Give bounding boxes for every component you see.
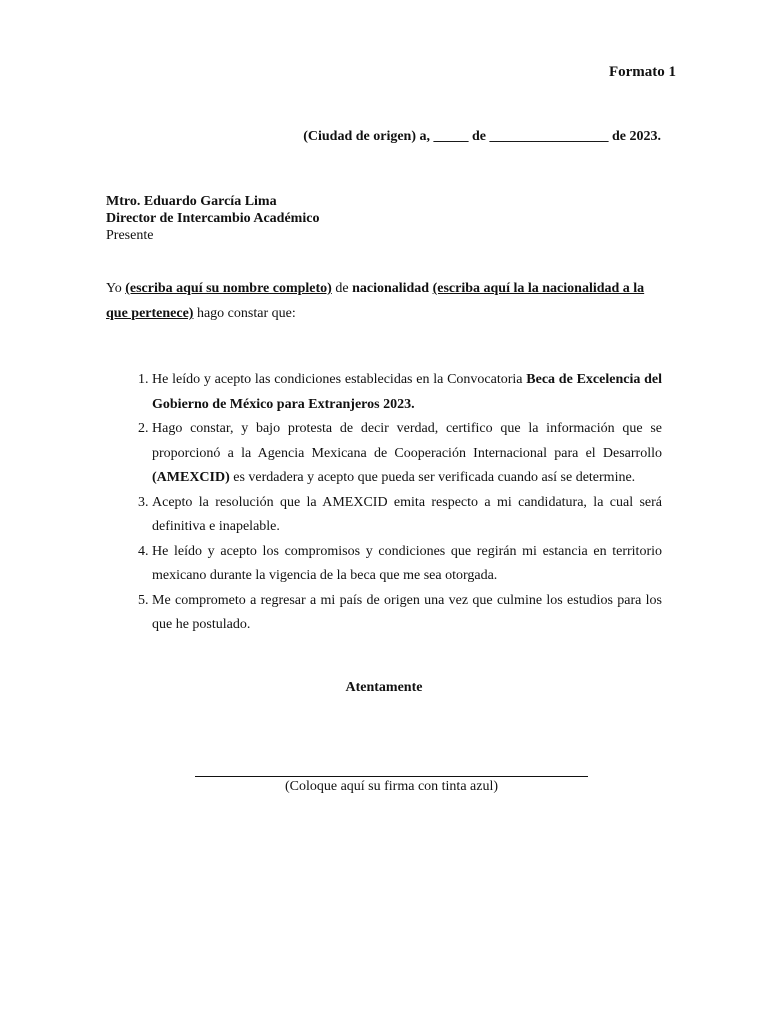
date-city: (Ciudad de origen) a, [303,129,430,144]
name-placeholder: (escriba aquí su nombre completo) [125,281,332,296]
declarations-list [106,368,662,638]
recipient-title: Director de Intercambio Académico [106,211,320,226]
date-day-blank: _____ [433,129,469,144]
declaration-item [152,368,662,417]
nationality-placeholder-2: que pertenece) [106,306,194,321]
date-month-blank: _________________ [489,129,609,144]
date-year: de 2023. [612,129,661,144]
recipient-name: Mtro. Eduardo García Lima [106,194,277,209]
signature-note: (Coloque aquí su firma con tinta azul) [284,779,499,794]
intro-tail: hago constar que: [196,306,296,321]
declaration-text: He leído y acepto los compromisos y condiciones que regirán mi estancia en territorio mexicano durante la vigencia de la beca que me sea otorgada. [152,543,662,583]
declaration-text: He leído y acepto las condiciones establecidas en la Convocatoria [152,372,527,387]
declaration-text: Me comprometo a regresar a mi país de origen una vez que culmine los estudios para los que he postulado. [152,592,662,632]
declaration-item [152,417,662,491]
declaration-item [152,589,662,638]
amexcid-acronym: (AMEXCID) [152,470,230,485]
scholarship-name: Beca de Excelencia del Gobierno de México para Extranjeros 2023. [152,372,662,412]
signature-line [195,776,588,777]
format-label: Formato 1 [608,64,676,80]
intro-yo: Yo [106,281,122,296]
declaration-text: Acepto la resolución que la AMEXCID emita respecto a mi candidatura, la cual será definitiva e inapelable. [152,494,662,534]
declaration-item [152,540,662,589]
declaration-text-tail: es verdadera y acepto que pueda ser verificada cuando así se determine. [229,470,636,485]
date-line [303,129,661,145]
date-de: de [472,129,486,144]
recipient-greeting: Presente [106,228,154,243]
recipient-block [106,193,319,244]
nationality-label: nacionalidad [352,281,430,296]
declaration-text: Hago constar, y bajo protesta de decir verdad, certifico que la información que se proporcionó a la Agencia Mexicana de Cooperación Internacional para el Desarrollo [152,421,662,461]
intro-de: de [335,281,349,296]
nationality-placeholder-1: (escriba aquí la la nacionalidad a la [432,281,645,296]
intro-paragraph [106,276,666,326]
declaration-item [152,491,662,540]
closing-atentamente: Atentamente [345,680,423,695]
